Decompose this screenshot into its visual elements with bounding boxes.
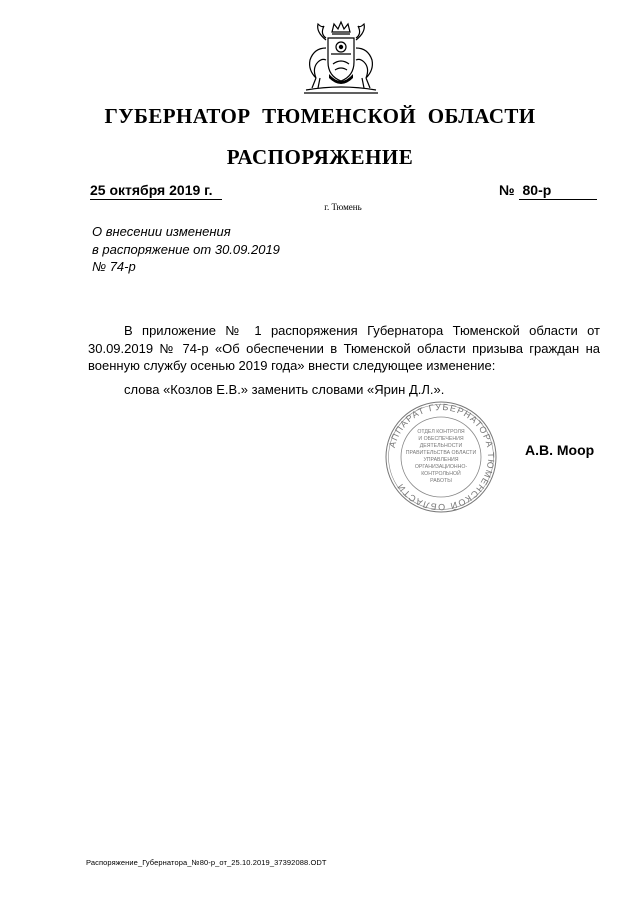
document-type: РАСПОРЯЖЕНИЕ xyxy=(226,145,414,169)
stamp-inner-line: ПРАВИТЕЛЬСТВА ОБЛАСТИ xyxy=(405,450,477,456)
subject-line: в распоряжение от 30.09.2019 xyxy=(92,241,280,257)
tyumen-coat-of-arms-icon xyxy=(296,18,386,96)
document-body xyxy=(88,322,600,398)
footer-filename: Распоряжение_Губернатора_№80-р_от_25.10.2019_37392088.ODT xyxy=(86,858,327,867)
stamp-inner-line: РАБОТЫ xyxy=(430,478,452,484)
number-prefix: № xyxy=(499,182,515,198)
signatory-name: А.В. Моор xyxy=(525,442,595,458)
stamp-inner-line: ОТДЕЛ КОНТРОЛЯ xyxy=(417,429,465,435)
document-number xyxy=(499,182,597,200)
city: г. Тюмень xyxy=(324,202,362,212)
subject-line: О внесении изменения xyxy=(92,224,231,239)
stamp-inner-line: КОНТРОЛЬНОЙ xyxy=(421,471,461,477)
stamp-inner-line: ДЕЯТЕЛЬНОСТИ xyxy=(419,443,463,449)
document-subject xyxy=(92,223,280,276)
stamp-outer-text: АППАРАТ ГУБЕРНАТОРА ТЮМЕНСКОЙ ОБЛАСТИ xyxy=(386,401,497,513)
authority-title: ГУБЕРНАТОР ТЮМЕНСКОЙ ОБЛАСТИ xyxy=(104,104,536,128)
stamp-inner-line: И ОБЕСПЕЧЕНИЯ xyxy=(418,436,464,442)
document-date: 25 октября 2019 г. xyxy=(90,182,222,200)
subject-line: № 74-р xyxy=(92,259,136,274)
body-paragraph: В приложение № 1 распоряжения Губернатора Тюменской области от 30.09.2019 № 74-р «Об обеспечении в Тюменской области призыва граждан на военную службу осенью 2019 года» внести следующее изменение: xyxy=(88,323,600,373)
official-stamp xyxy=(384,400,498,514)
stamp-inner-line: ОРГАНИЗАЦИОННО- xyxy=(414,464,468,470)
number-value: 80-р xyxy=(519,182,597,200)
body-paragraph: слова «Козлов Е.В.» заменить словами «Ярин Д.Л.». xyxy=(124,381,445,397)
stamp-inner-line: УПРАВЛЕНИЯ xyxy=(423,457,459,463)
